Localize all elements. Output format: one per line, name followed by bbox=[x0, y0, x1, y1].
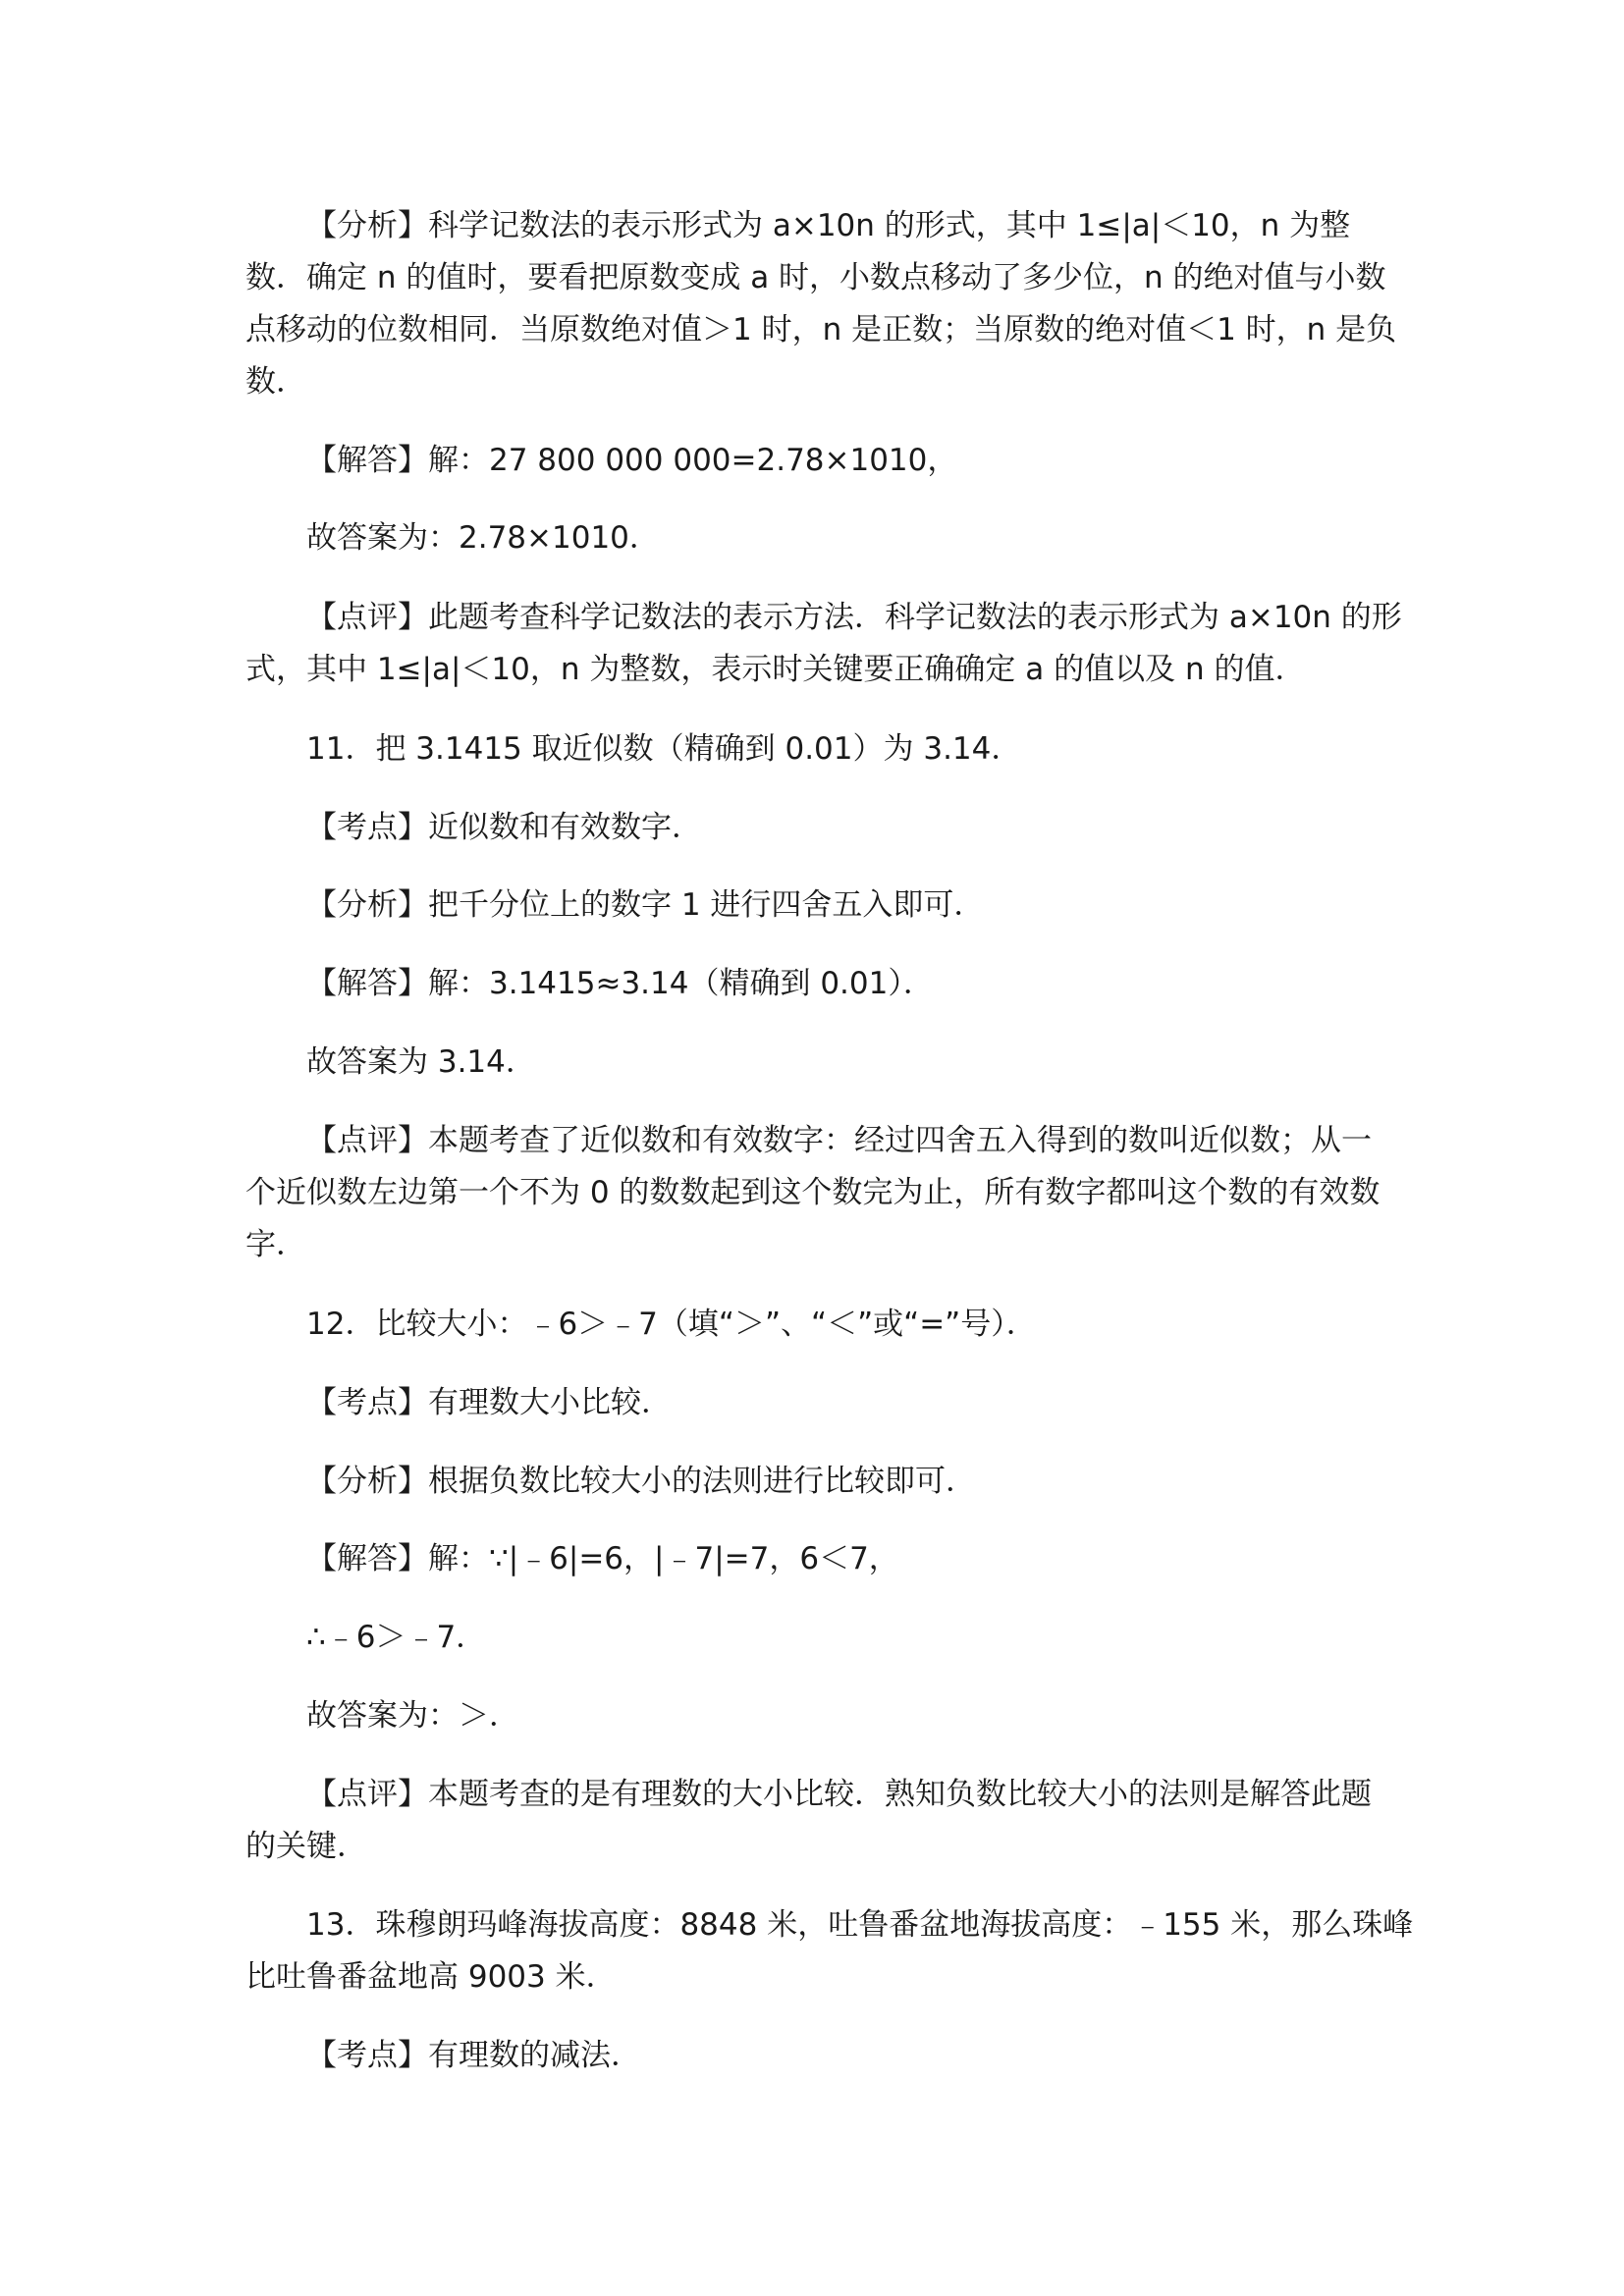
text-line: 【考点】近似数和有效数字． bbox=[306, 810, 702, 845]
answer-12 bbox=[245, 1533, 1384, 1585]
text-line: 【分析】把千分位上的数字 1 进行四舍五入即可． bbox=[306, 887, 985, 923]
comment-12 bbox=[245, 1769, 1384, 1873]
text-line: 【解答】解：27 800 000 000=2.78×1010， bbox=[306, 443, 958, 478]
text-line: 故答案为：＞． bbox=[306, 1698, 519, 1734]
analysis-11 bbox=[245, 880, 1384, 932]
knowledge-point-11 bbox=[245, 802, 1384, 854]
knowledge-point-12 bbox=[245, 1377, 1384, 1429]
comment-11 bbox=[245, 1115, 1384, 1271]
text-line: ∴﹣6＞﹣7． bbox=[306, 1620, 487, 1655]
text-line: 【分析】根据负数比较大小的法则进行比较即可． bbox=[306, 1464, 976, 1499]
text-line: 【解答】解：∵|﹣6|=6，|﹣7|=7，6＜7， bbox=[306, 1541, 899, 1576]
final-answer-11 bbox=[245, 1037, 1384, 1089]
text-line: 【考点】有理数的减法． bbox=[306, 2038, 641, 2073]
text-line: 数．确定 n 的值时，要看把原数变成 a 时，小数点移动了多少位，n 的绝对值与小数 bbox=[245, 260, 1386, 295]
text-line: 字． bbox=[245, 1227, 306, 1262]
text-line: 的关键． bbox=[245, 1829, 367, 1864]
question-11 bbox=[245, 723, 1384, 775]
text-line: 【解答】解：3.1415≈3.14（精确到 0.01）． bbox=[306, 966, 934, 1001]
therefore-12 bbox=[245, 1612, 1384, 1664]
knowledge-point-13 bbox=[245, 2030, 1384, 2082]
text-line: 【分析】科学记数法的表示形式为 a×10n 的形式，其中 1≤|a|＜10，n 为整 bbox=[306, 208, 1351, 243]
final-answer-12 bbox=[245, 1690, 1384, 1742]
text-line: 【点评】此题考查科学记数法的表示方法．科学记数法的表示形式为 a×10n 的形 bbox=[306, 600, 1402, 635]
question-13 bbox=[245, 1899, 1414, 2003]
answer-paragraph-scientific-notation bbox=[245, 435, 1384, 487]
text-line: 个近似数左边第一个不为 0 的数数起到这个数完为止，所有数字都叫这个数的有效数 bbox=[245, 1175, 1380, 1210]
text-line: 故答案为 3.14． bbox=[306, 1044, 536, 1080]
text-line: 13．珠穆朗玛峰海拔高度：8848 米，吐鲁番盆地海拔高度：﹣155 米，那么珠峰 bbox=[306, 1907, 1414, 1943]
text-line: 12．比较大小：﹣6＞﹣7（填“＞”、“＜”或“=”号）． bbox=[306, 1307, 1037, 1342]
analysis-12 bbox=[245, 1456, 1384, 1508]
analysis-paragraph-scientific-notation bbox=[245, 200, 1397, 408]
text-line: 数． bbox=[245, 364, 306, 400]
text-line: 11．把 3.1415 取近似数（精确到 0.01）为 3.14． bbox=[306, 731, 1022, 767]
text-line: 【点评】本题考查的是有理数的大小比较．熟知负数比较大小的法则是解答此题 bbox=[306, 1777, 1372, 1812]
answer-11 bbox=[245, 958, 1384, 1010]
comment-paragraph-scientific-notation bbox=[245, 592, 1402, 696]
question-12 bbox=[245, 1299, 1384, 1351]
text-line: 比吐鲁番盆地高 9003 米． bbox=[245, 1959, 617, 1995]
text-line: 式，其中 1≤|a|＜10，n 为整数，表示时关键要正确确定 a 的值以及 n 的值． bbox=[245, 652, 1306, 687]
final-answer-scientific-notation bbox=[245, 512, 1384, 564]
text-line: 【考点】有理数大小比较． bbox=[306, 1385, 672, 1420]
text-line: 故答案为：2.78×1010． bbox=[306, 520, 660, 556]
text-line: 【点评】本题考查了近似数和有效数字：经过四舍五入得到的数叫近似数；从一 bbox=[306, 1123, 1372, 1158]
text-line: 点移动的位数相同．当原数绝对值＞1 时，n 是正数；当原数的绝对值＜1 时，n 是负 bbox=[245, 312, 1397, 347]
